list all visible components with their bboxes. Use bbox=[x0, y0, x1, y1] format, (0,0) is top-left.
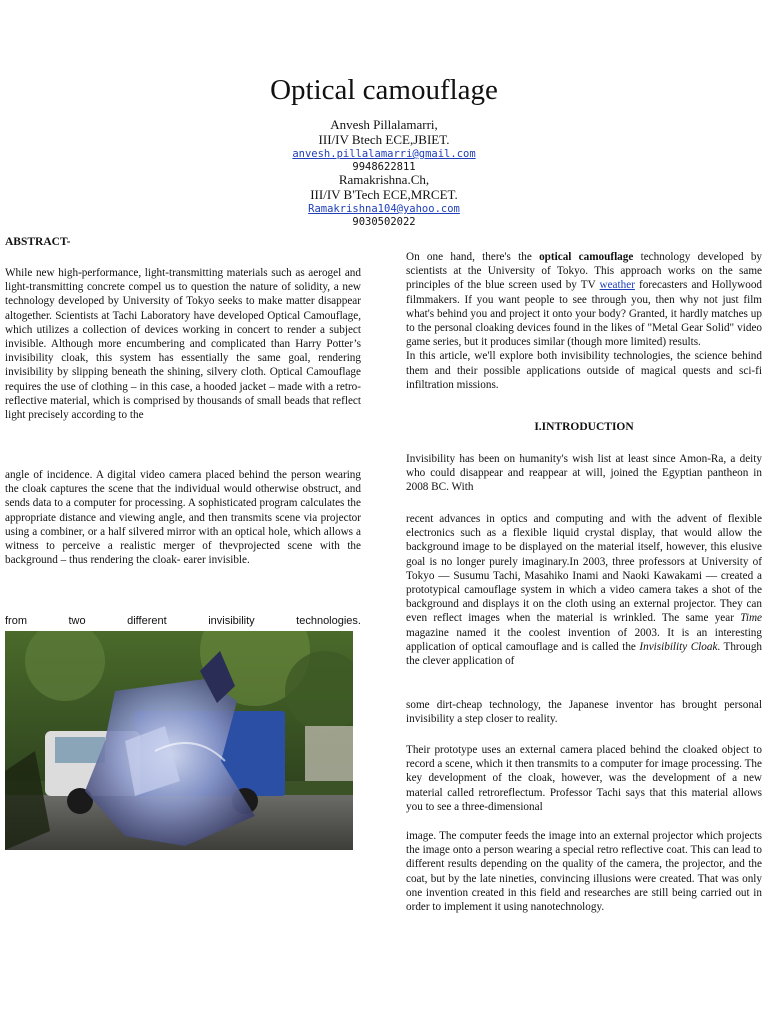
intro-paragraph-5 bbox=[406, 829, 762, 914]
intro-paragraph-4 bbox=[406, 743, 762, 814]
author-1-email[interactable] bbox=[0, 147, 768, 161]
intro-paragraph-3 bbox=[406, 698, 762, 726]
abstract-heading: ABSTRACT- bbox=[5, 236, 71, 248]
intro-paragraph-2 bbox=[406, 512, 762, 668]
photo-illustration bbox=[5, 631, 353, 850]
intro-text-2-b: magazine named it the coolest invention of 2003. It is an interesting application of optical camouflage and is called the bbox=[406, 626, 762, 653]
from-word-2: two bbox=[68, 615, 86, 627]
author-1-affiliation: III/IV Btech ECE,JBIET. bbox=[318, 132, 450, 147]
right-text-1-a: On one hand, there's the bbox=[406, 251, 540, 263]
document-title: Optical camouflage bbox=[270, 74, 498, 106]
abstract-paragraph-2 bbox=[5, 468, 361, 567]
intro-text-2-a: recent advances in optics and computing and with the advent of flexible electronics such as a flexible liquid crystal display, that would allow the background image to be displayed on the material itself, however, this elusive goal is no longer purely imaginary.In 2003, three professors at University of Tokyo — Susumu Tachi, Masahiko Inami and Naoki Kawakami — created a prototypical camouflage system in which a video camera takes a shot of the background and displays it on the cloth using an external projector. They can even reflect images when the material is wrinkled. The same year bbox=[406, 513, 762, 625]
from-word-4: invisibility bbox=[208, 615, 255, 627]
abstract-paragraph-1 bbox=[5, 266, 361, 422]
introduction-heading: I.INTRODUCTION bbox=[534, 421, 634, 433]
intro-text-3: some dirt-cheap technology, the Japanese inventor has brought personal invisibility a step closer to reality. bbox=[406, 699, 762, 726]
intro-text-2 bbox=[406, 512, 762, 668]
author-2-email-link[interactable]: Ramakrishna104@yahoo.com bbox=[308, 203, 460, 215]
intro-text-1: Invisibility has been on humanity's wish list at least since Amon-Ra, a deity who could disappear and reappear at will, joined the Egyptian pantheon in 2008 BC. With bbox=[406, 453, 762, 494]
from-word-1: from bbox=[5, 615, 27, 627]
intro-text-5: image. The computer feeds the image into an external projector which projects the image onto a person wearing a special retro reflective coat. This can lead to different results depending on the quality of the camera, the projector, and the coat, but by the late nineties, convincing illusions were created. That was only one invention created in this field and researches are still being carried out in order to implement it using nanotechnology. bbox=[406, 830, 762, 914]
time-magazine-italic: Time bbox=[740, 612, 762, 625]
intro-text-4: Their prototype uses an external camera placed behind the cloaked object to record a scene, which it then transmits to a computer for image processing. The key development of the cloak, however, was the development of a new material called retroreflectum. Professor Tachi says that this material allows you to see a three-dimensional bbox=[406, 744, 762, 813]
author-2-phone: 9030502022 bbox=[352, 216, 416, 228]
optical-camouflage-photo bbox=[5, 631, 353, 850]
author-2-email[interactable] bbox=[0, 202, 768, 216]
author-1-name: Anvesh Pillalamarri, bbox=[330, 117, 438, 132]
intro-text-2-c: . Through the clever application of bbox=[406, 640, 763, 668]
author-2-affiliation: III/IV B'Tech ECE,MRCET. bbox=[310, 187, 458, 202]
right-text-1 bbox=[406, 250, 762, 349]
right-paragraph-1 bbox=[406, 250, 762, 392]
weather-link[interactable]: weather bbox=[599, 279, 635, 292]
optical-camouflage-bold: optical camouflage bbox=[539, 251, 634, 263]
author-1-phone: 9948622811 bbox=[352, 161, 416, 173]
author-2-name: Ramakrishna.Ch, bbox=[338, 172, 430, 187]
from-line bbox=[5, 615, 361, 627]
abstract-text-2: angle of incidence. A digital video camera placed behind the person wearing the cloak captures the scene that the individual would otherwise obstruct, and sends data to a computer for processing. A sophisticated program calculates the appropriate distance and viewing angle, and then transmits scene via projector using a combiner, or a half silvered mirror with an optical hole, which allows a witness to perceive a realistic merger of thevprojected scene with the background – thus rendering the cloak- earer invisible. bbox=[5, 469, 361, 567]
right-text-1-c: forecasters and Hollywood filmmakers. If you want people to see through you, then why not just film what's behind you and project it onto your body? Granted, it hardly matches up to the personal cloaking devices found in the likes of "Metal Gear Solid" video game series, but it produces similar (though more limited) results. bbox=[406, 279, 763, 349]
intro-paragraph-1 bbox=[406, 452, 762, 495]
abstract-text-1: While new high-performance, light-transmitting materials such as aerogel and light-transmitting concrete compel us to question the nature of solidity, a new technology developed by University of Tokyo seeks to make matter disappear altogether. Scientists at Tachi Laboratory have developed Optical Camouflage, which utilizes a collection of devices working in concert to render a subject invisible. Although more encumbering and complicated than Harry Potter’s invisibility cloak, this system has essentially the same goal, rendering invisibility by slipping beneath the shining, silvery cloth. Optical Camouflage requires the use of clothing – in this case, a hooded jacket – made with a retro-reflective material, which is comprised by thousands of small beads that reflect light precisely according to the bbox=[5, 267, 361, 422]
author-1-email-link[interactable]: anvesh.pillalamarri@gmail.com bbox=[292, 148, 476, 160]
from-word-5: technologies. bbox=[296, 615, 361, 627]
right-text-2: In this article, we'll explore both invisibility technologies, the science behind them and their possible applications outside of magical quests and sci-fi infiltration missions. bbox=[406, 350, 762, 391]
from-word-3: different bbox=[127, 615, 167, 627]
right-text-1-b: technology developed by scientists at the University of Tokyo. This approach works on the same principles of the blue screen used by TV bbox=[406, 251, 763, 292]
invisibility-cloak-italic: Invisibility Cloak bbox=[639, 640, 718, 653]
